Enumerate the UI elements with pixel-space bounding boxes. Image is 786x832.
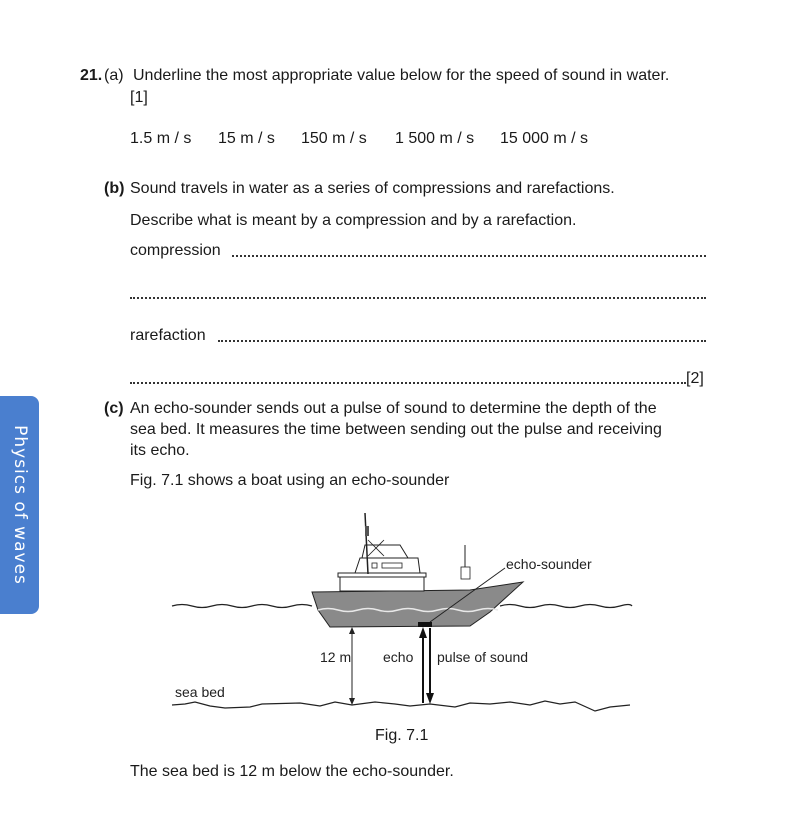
part-b-marks: [2] [686,370,704,387]
side-tab-label: Physics of waves [9,425,30,585]
compression-answer-line-2[interactable] [130,297,706,299]
part-c-text-line-2: sea bed. It measures the time between sending out the pulse and receiving [130,421,662,438]
speed-option[interactable]: 1.5 m / s [130,130,192,147]
compression-answer-line[interactable] [232,255,706,257]
part-a-label: (a) [104,67,124,84]
part-c-text-line-3: its echo. [130,442,190,459]
sea-bed-label: sea bed [175,684,225,700]
echo-label: echo [383,649,414,665]
echo-sounder-figure [0,500,786,730]
rarefaction-answer-line[interactable] [218,340,706,342]
boat-cabin [340,576,424,591]
figure-intro: Fig. 7.1 shows a boat using an echo-sounder [130,472,450,489]
part-c-label: (c) [104,400,124,417]
speed-option[interactable]: 150 m / s [301,130,367,147]
question-number: 21. [80,67,103,84]
echo-sounder-device [418,622,432,627]
echo-sounder-label: echo-sounder [506,556,592,572]
figure-caption: Fig. 7.1 [375,727,429,744]
sea-bed-line [172,701,630,711]
speed-option[interactable]: 1 500 m / s [395,130,475,147]
rarefaction-label: rarefaction [130,327,206,344]
part-b-label: (b) [104,180,125,197]
compression-label: compression [130,242,221,259]
pulse-label: pulse of sound [437,649,529,665]
depth-label: 12 m [320,649,352,665]
speed-option[interactable]: 15 m / s [218,130,275,147]
part-c-statement: The sea bed is 12 m below the echo-sounder. [130,763,454,780]
part-c-text-line-1: An echo-sounder sends out a pulse of sound to determine the depth of the [130,400,657,417]
rarefaction-answer-line-2[interactable] [130,382,686,384]
part-b-statement: Sound travels in water as a series of compressions and rarefactions. [130,180,615,197]
part-a-question: Underline the most appropriate value below for the speed of sound in water. [133,67,670,84]
part-b-instruction: Describe what is meant by a compression and by a rarefaction. [130,212,577,229]
part-a-marks: [1] [130,89,148,106]
speed-option[interactable]: 15 000 m / s [500,130,589,147]
